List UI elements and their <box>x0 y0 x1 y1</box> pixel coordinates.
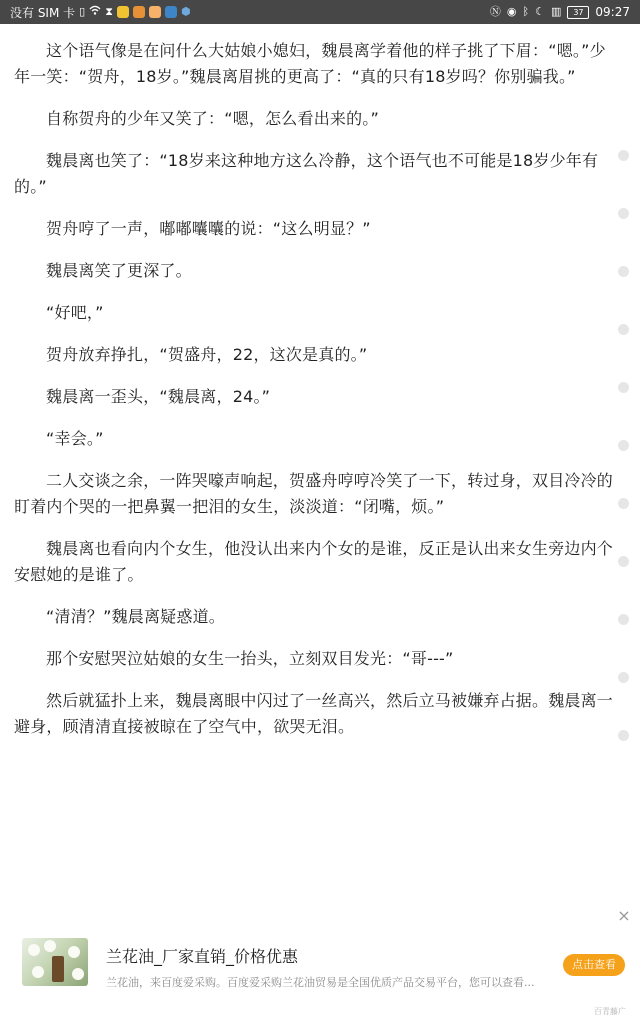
article-paragraph: “好吧，” <box>46 303 104 322</box>
ad-source-label: 百青藤广 <box>594 1007 626 1016</box>
ad-view-button[interactable]: 点击查看 <box>563 954 625 976</box>
article-paragraph: 贺舟哼了一声，嘟嘟囔囔的说：“这么明显？” <box>46 219 371 238</box>
article-paragraph: 魏晨离一歪头，“魏晨离，24。” <box>46 387 271 406</box>
battery-icon: 37 <box>567 6 589 19</box>
nfc-icon: Ⓝ <box>489 5 501 18</box>
ad-product-image[interactable] <box>22 938 88 986</box>
bluetooth-icon: ᛒ <box>522 5 530 18</box>
article-paragraph: 贺舟放弃挣扎，“贺盛舟，22，这次是真的。” <box>46 345 368 364</box>
hourglass-icon: ⧗ <box>105 5 113 18</box>
vibrate-icon: ▥ <box>551 5 562 18</box>
chat-icon <box>133 6 145 18</box>
status-bar-right <box>490 0 630 24</box>
baidu-icon <box>165 6 177 18</box>
article-paragraph: “清清？”魏晨离疑惑道。 <box>46 607 225 626</box>
article-paragraph: 二人交谈之余，一阵哭嚎声响起，贺盛舟哼哼冷笑了一下，转过身，双目冷冷的盯着内个哭的一把鼻翼一把泪的女生，淡淡道：“闭嘴，烦。” <box>14 471 614 516</box>
scroll-dot <box>618 324 629 335</box>
scroll-dot <box>618 614 629 625</box>
article-paragraph: 魏晨离也笑了：“18岁来这种地方这么冷静，这个语气也不可能是18岁少年有的。” <box>14 151 599 196</box>
article-paragraph: 魏晨离也看向内个女生，他没认出来内个女的是谁，反正是认出来女生旁边内个安慰她的是谁了。 <box>14 539 614 584</box>
article-paragraph: 这个语气像是在问什么大姑娘小媳妇，魏晨离学着他的样子挑了下眉：“嗯。”少年一笑：“贺舟，18岁。”魏晨离眉挑的更高了：“真的只有18岁吗？你别骗我。” <box>14 41 606 86</box>
scroll-dot <box>618 440 629 451</box>
status-bar-left <box>10 0 191 24</box>
article-paragraph: 自称贺舟的少年又笑了：“嗯，怎么看出来的。” <box>46 109 379 128</box>
scroll-dot <box>618 498 629 509</box>
sim-icon: ▯ <box>79 5 86 18</box>
scroll-dot <box>618 556 629 567</box>
ad-description[interactable]: 兰花油，来百度爱采购。百度爱采购兰花油贸易是全国优质产品交易平台，您可以查看... <box>106 976 535 989</box>
scroll-dot <box>618 208 629 219</box>
scroll-dot <box>618 730 629 741</box>
article-paragraph: “幸会。” <box>46 429 104 448</box>
article-paragraph: 魏晨离笑了更深了。 <box>46 261 192 280</box>
scroll-dot <box>618 266 629 277</box>
wechat-icon <box>117 6 129 18</box>
article-body <box>14 38 614 756</box>
article-paragraph: 然后就猛扑上来，魏晨离眼中闪过了一丝高兴，然后立马被嫌弃占据。魏晨离一避身，顾清清直接被晾在了空气中，欲哭无泪。 <box>14 691 614 736</box>
ad-title[interactable]: 兰花油_厂家直销_价格优惠 <box>106 947 299 966</box>
wifi-icon <box>89 5 101 19</box>
scroll-dot <box>618 672 629 683</box>
ad-close-icon[interactable]: × <box>617 906 631 925</box>
status-bar <box>0 0 640 24</box>
article-paragraph: 那个安慰哭泣姑娘的女生一抬头，立刻双目发光：“哥---” <box>46 649 454 668</box>
eye-icon: ◉ <box>506 5 517 18</box>
scroll-dot <box>618 150 629 161</box>
carrier-text: 没有 SIM 卡 <box>10 5 76 20</box>
ad-banner[interactable] <box>0 930 640 1024</box>
side-scroll-indicator <box>618 150 632 750</box>
scroll-dot <box>618 382 629 393</box>
folder-icon <box>149 6 161 18</box>
moon-icon: ☾ <box>535 5 545 18</box>
clock: 09:27 <box>595 5 630 19</box>
shield-app-icon: ⬢ <box>180 5 191 18</box>
